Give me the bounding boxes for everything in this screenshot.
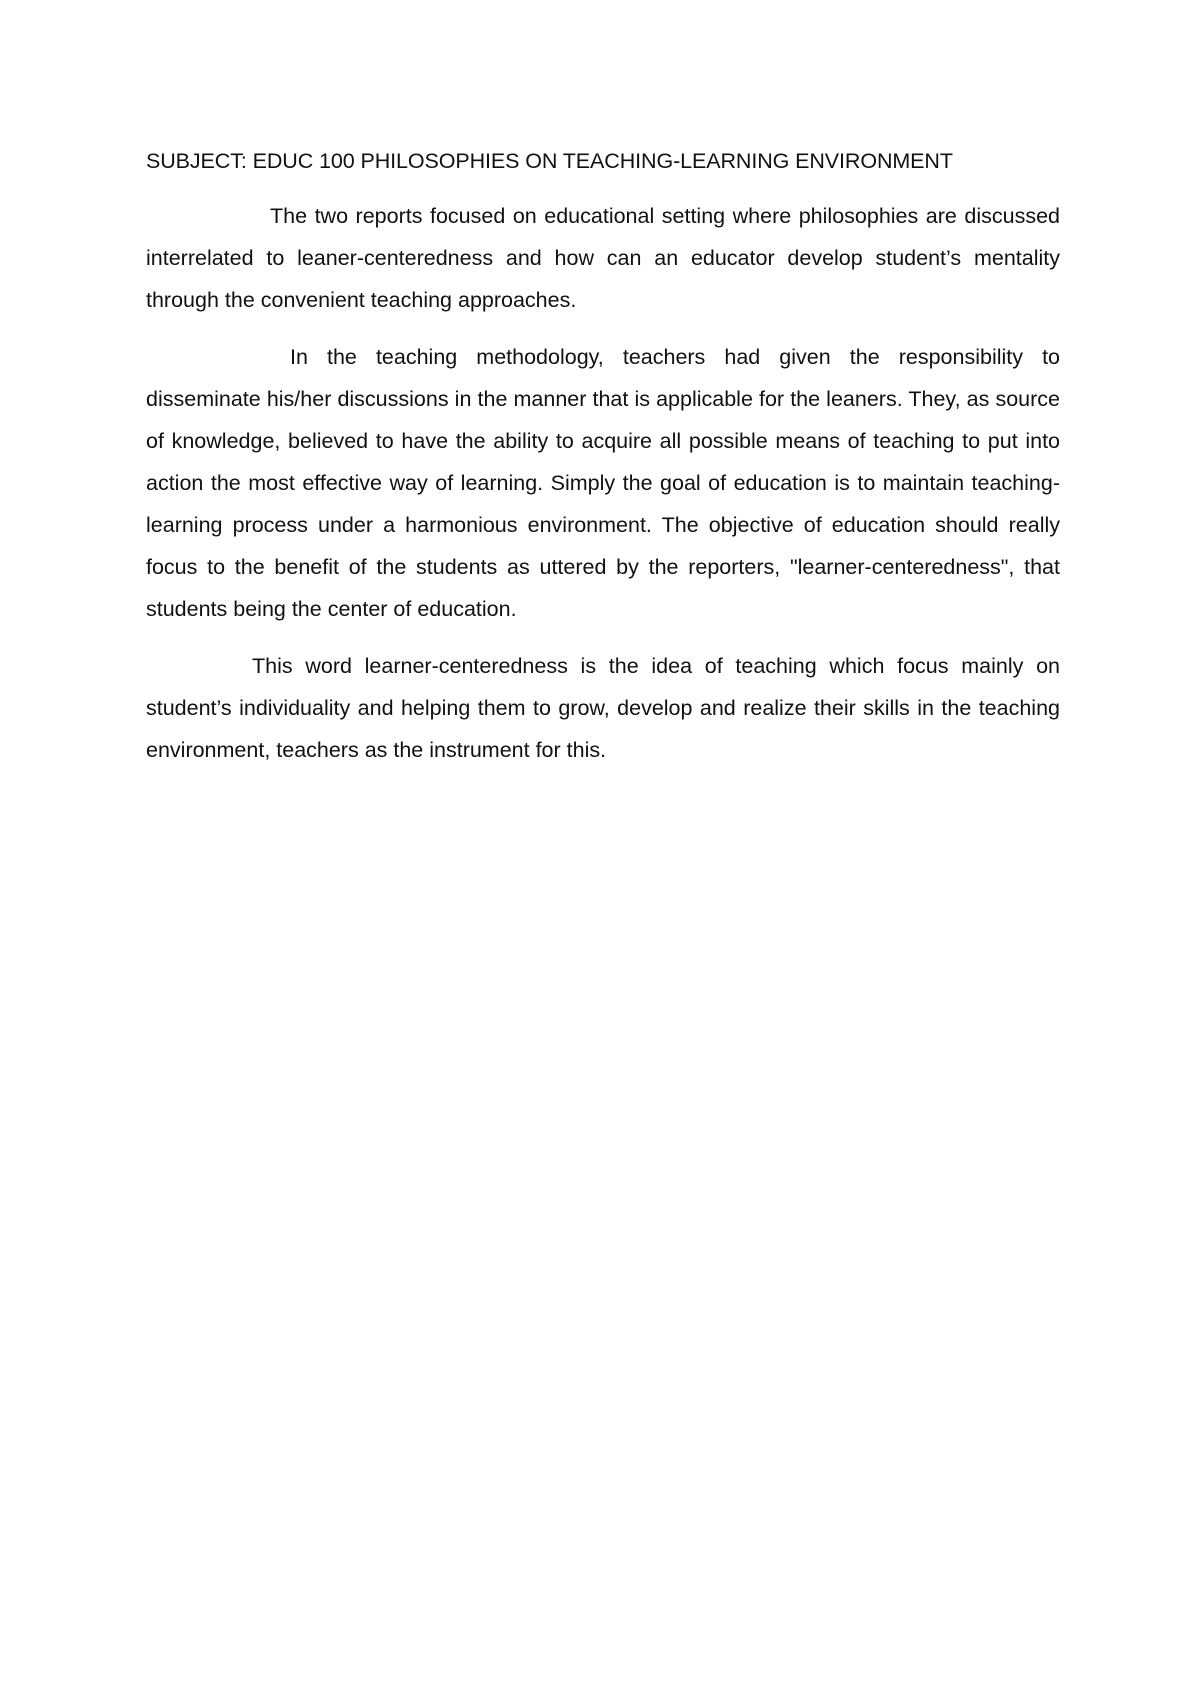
document-body [146, 140, 1060, 786]
paragraph-3: This word learner-centeredness is the idea of teaching which focus mainly on student’s individuality and helping them to grow, develop and realize their skills in the teaching environment, teachers as the instrument for this. [146, 654, 1060, 762]
paragraph-2: In the teaching methodology, teachers had given the responsibility to disseminate his/her discussions in the manner that is applicable for the leaners. They, as source of knowledge, believed to have the ability to acquire all possible means of teaching to put into action the most effective way of learning. Simply the goal of education is to maintain teaching-learning process under a harmonious environment. The objective of education should really focus to the benefit of the students as uttered by the reporters, "learner-centeredness", that students being the center of education. [146, 345, 1060, 621]
paragraph-1: The two reports focused on educational setting where philosophies are discussed interrelated to leaner-centeredness and how can an educator develop student’s mentality through the convenient teaching approaches. [146, 204, 1060, 312]
subject-heading: SUBJECT: EDUC 100 PHILOSOPHIES ON TEACHING-LEARNING ENVIRONMENT [146, 149, 953, 173]
